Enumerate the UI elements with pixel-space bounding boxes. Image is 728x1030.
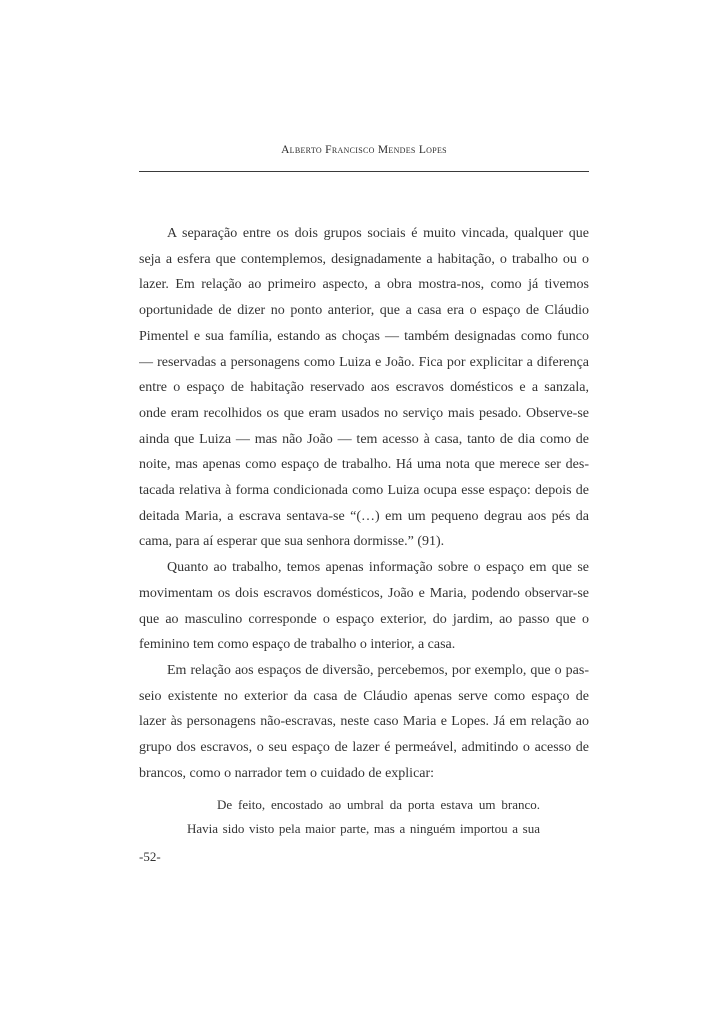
body-line: oportunidade de dizer no ponto anterior, que a casa era o espaço de Cláudio (139, 303, 589, 319)
body-line: entre o espaço de habitação reservado aos escravos domésticos e a sanzala, (139, 380, 589, 396)
header-rule (139, 171, 589, 172)
quote-line: De feito, encostado ao umbral da porta estava um branco. (217, 797, 540, 812)
body-line: Em relação aos espaços de diversão, percebemos, por exemplo, que o pas- (167, 662, 589, 678)
body-line: feminino tem como espaço de trabalho o interior, a casa. (139, 637, 456, 653)
body-line: grupo dos escravos, o seu espaço de lazer é permeável, admitindo o acesso de (139, 740, 589, 756)
quote-line: Havia sido visto pela maior parte, mas a ninguém importou a sua (187, 821, 540, 836)
body-line: que ao masculino corresponde o espaço exterior, do jardim, ao passo que o (139, 611, 589, 627)
block-quote (187, 793, 540, 841)
body-line: cama, para aí esperar que sua senhora dormisse.” (91). (139, 534, 445, 550)
body-line: seio existente no exterior da casa de Cláudio apenas serve como espaço de (139, 688, 589, 704)
body-line: A separação entre os dois grupos sociais é muito vincada, qualquer que (167, 226, 589, 241)
body-line: seja a esfera que contemplemos, designadamente a habitação, o trabalho ou o (139, 251, 589, 267)
body-line: deitada Maria, a escrava sentava-se “(…) em um pequeno degrau aos pés da (139, 508, 589, 524)
body-line: Quanto ao trabalho, temos apenas informação sobre o espaço em que se (167, 560, 589, 576)
body-text (139, 221, 589, 786)
running-head: Alberto Francisco Mendes Lopes (281, 144, 447, 156)
body-line: Pimentel e sua família, estando as choças — também designadas como funco (139, 328, 589, 344)
body-line: brancos, como o narrador tem o cuidado de explicar: (139, 765, 435, 781)
body-line: ainda que Luiza — mas não João — tem acesso à casa, tanto de dia como de (139, 431, 589, 447)
body-line: onde eram recolhidos os que eram usados no serviço mais pesado. Observe-se (139, 405, 589, 421)
page-number: -52- (139, 849, 161, 864)
body-line: lazer. Em relação ao primeiro aspecto, a obra mostra-nos, como já tivemos (139, 277, 589, 293)
body-line: — reservadas a personagens como Luiza e João. Fica por explicitar a diferença (139, 354, 589, 370)
body-line: noite, mas apenas como espaço de trabalho. Há uma nota que merece ser des- (139, 457, 589, 473)
body-line: tacada relativa à forma condicionada como Luiza ocupa esse espaço: depois de (139, 483, 589, 499)
body-line: lazer às personagens não-escravas, neste caso Maria e Lopes. Já em relação ao (139, 714, 589, 730)
body-line: movimentam os dois escravos domésticos, João e Maria, podendo observar-se (139, 585, 589, 601)
